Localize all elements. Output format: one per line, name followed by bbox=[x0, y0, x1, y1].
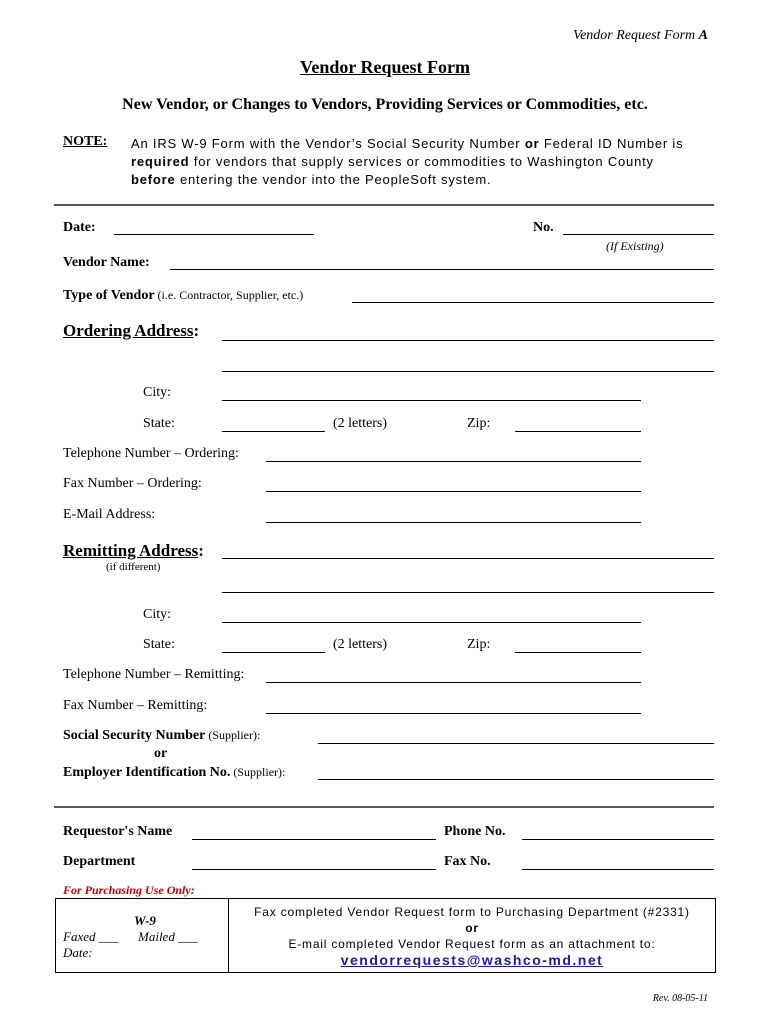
department-field[interactable] bbox=[192, 869, 436, 870]
fax-no-field[interactable] bbox=[522, 869, 714, 870]
ordering-address-colon: : bbox=[193, 321, 200, 340]
instr-or: or bbox=[465, 921, 479, 935]
tel-ordering-field[interactable] bbox=[266, 461, 641, 462]
date-label: Date: bbox=[63, 220, 96, 235]
ssn-label bbox=[63, 728, 260, 744]
instr-email: E-mail completed Vendor Request form as an attachment to: bbox=[288, 937, 656, 951]
remitting-address-line1[interactable] bbox=[222, 558, 714, 559]
remitting-address-text: Remitting Address bbox=[63, 541, 199, 560]
instr-fax: Fax completed Vendor Request form to Purchasing Department (#2331) bbox=[254, 905, 690, 919]
remitting-zip-label: Zip: bbox=[467, 637, 491, 652]
form-id-letter: A bbox=[698, 28, 708, 43]
note-line1-b: Federal ID Number is bbox=[539, 136, 684, 151]
remitting-address-colon: : bbox=[198, 541, 204, 560]
note-before: before bbox=[131, 172, 176, 187]
tel-remitting-field[interactable] bbox=[266, 682, 641, 683]
ordering-zip-field[interactable] bbox=[515, 431, 641, 432]
remitting-state-field[interactable] bbox=[222, 652, 325, 653]
purchasing-box bbox=[55, 898, 716, 973]
ordering-address-line1[interactable] bbox=[222, 340, 714, 341]
form-subtitle: New Vendor, or Changes to Vendors, Providing Services or Commodities, etc. bbox=[122, 96, 648, 113]
ordering-city-label: City: bbox=[143, 385, 172, 400]
ein-bold: Employer Identification No. bbox=[63, 765, 231, 780]
ordering-address-label bbox=[63, 321, 199, 341]
faxed-label: Faxed ___ bbox=[63, 929, 119, 944]
divider-bottom bbox=[54, 806, 714, 808]
department-label: Department bbox=[63, 854, 136, 869]
remitting-city-field[interactable] bbox=[222, 622, 641, 623]
ssn-field[interactable] bbox=[318, 743, 714, 744]
type-of-vendor-bold: Type of Vendor bbox=[63, 288, 155, 303]
type-of-vendor-field[interactable] bbox=[352, 302, 714, 303]
revision-note: Rev. 08-05-11 bbox=[652, 993, 708, 1004]
note-required: required bbox=[131, 154, 190, 169]
tel-ordering-label: Telephone Number – Ordering: bbox=[63, 446, 239, 461]
note-line3-b: entering the vendor into the PeopleSoft system. bbox=[175, 172, 492, 187]
type-of-vendor-hint: (i.e. Contractor, Supplier, etc.) bbox=[154, 288, 304, 302]
remitting-address-label bbox=[63, 541, 204, 561]
remitting-city-label: City: bbox=[143, 607, 172, 622]
fax-remitting-label: Fax Number – Remitting: bbox=[63, 698, 208, 713]
ordering-city-field[interactable] bbox=[222, 400, 641, 401]
fax-ordering-field[interactable] bbox=[266, 491, 641, 492]
form-title: Vendor Request Form bbox=[300, 57, 470, 77]
ein-label bbox=[63, 765, 285, 781]
ordering-state-hint: (2 letters) bbox=[333, 416, 388, 431]
remitting-state-hint: (2 letters) bbox=[333, 637, 388, 652]
w9-label: W-9 bbox=[134, 913, 156, 928]
divider-top bbox=[54, 204, 714, 206]
requestor-label: Requestor's Name bbox=[63, 824, 173, 839]
purchasing-instructions bbox=[229, 904, 715, 952]
no-label: No. bbox=[533, 220, 554, 235]
ein-supplier: (Supplier): bbox=[230, 765, 286, 779]
type-of-vendor-label bbox=[63, 288, 303, 304]
form-id-text: Vendor Request Form bbox=[573, 28, 699, 43]
if-different-note: (if different) bbox=[106, 561, 161, 573]
remitting-state-label: State: bbox=[143, 637, 175, 652]
ordering-state-label: State: bbox=[143, 416, 175, 431]
purchasing-heading: For Purchasing Use Only: bbox=[63, 883, 195, 897]
vendor-requests-email-link[interactable]: vendorrequests@washco-md.net bbox=[340, 952, 604, 968]
phone-field[interactable] bbox=[522, 839, 714, 840]
fax-no-label: Fax No. bbox=[444, 854, 491, 869]
ssn-bold: Social Security Number bbox=[63, 728, 206, 743]
ssn-ein-or: or bbox=[154, 746, 168, 761]
ssn-supplier: (Supplier): bbox=[205, 728, 261, 742]
ordering-address-line2[interactable] bbox=[222, 371, 714, 372]
if-existing-note: (If Existing) bbox=[606, 239, 664, 253]
requestor-field[interactable] bbox=[192, 839, 436, 840]
ein-field[interactable] bbox=[318, 779, 714, 780]
tel-remitting-label: Telephone Number – Remitting: bbox=[63, 667, 245, 682]
mailed-label: Mailed ___ bbox=[138, 929, 198, 944]
note-text bbox=[131, 135, 721, 189]
vendor-name-label: Vendor Name: bbox=[63, 255, 150, 270]
vendor-name-field[interactable] bbox=[170, 269, 714, 270]
note-line1-a: An IRS W-9 Form with the Vendor’s Social Security Number bbox=[131, 136, 525, 151]
ordering-state-field[interactable] bbox=[222, 431, 325, 432]
ordering-address-text: Ordering Address bbox=[63, 321, 194, 340]
remitting-address-line2[interactable] bbox=[222, 592, 714, 593]
date-field[interactable] bbox=[114, 234, 314, 235]
form-id-header bbox=[573, 28, 708, 44]
note-line2-b: for vendors that supply services or commodities to Washington County bbox=[189, 154, 654, 169]
remitting-zip-field[interactable] bbox=[515, 652, 641, 653]
purchasing-date-label: Date: bbox=[63, 945, 93, 960]
email-label: E-Mail Address: bbox=[63, 507, 156, 522]
fax-ordering-label: Fax Number – Ordering: bbox=[63, 476, 202, 491]
note-or: or bbox=[524, 136, 540, 151]
phone-label: Phone No. bbox=[444, 824, 506, 839]
fax-remitting-field[interactable] bbox=[266, 713, 641, 714]
email-field[interactable] bbox=[266, 522, 641, 523]
note-label: NOTE: bbox=[63, 134, 108, 149]
ordering-zip-label: Zip: bbox=[467, 416, 491, 431]
no-field[interactable] bbox=[563, 234, 714, 235]
